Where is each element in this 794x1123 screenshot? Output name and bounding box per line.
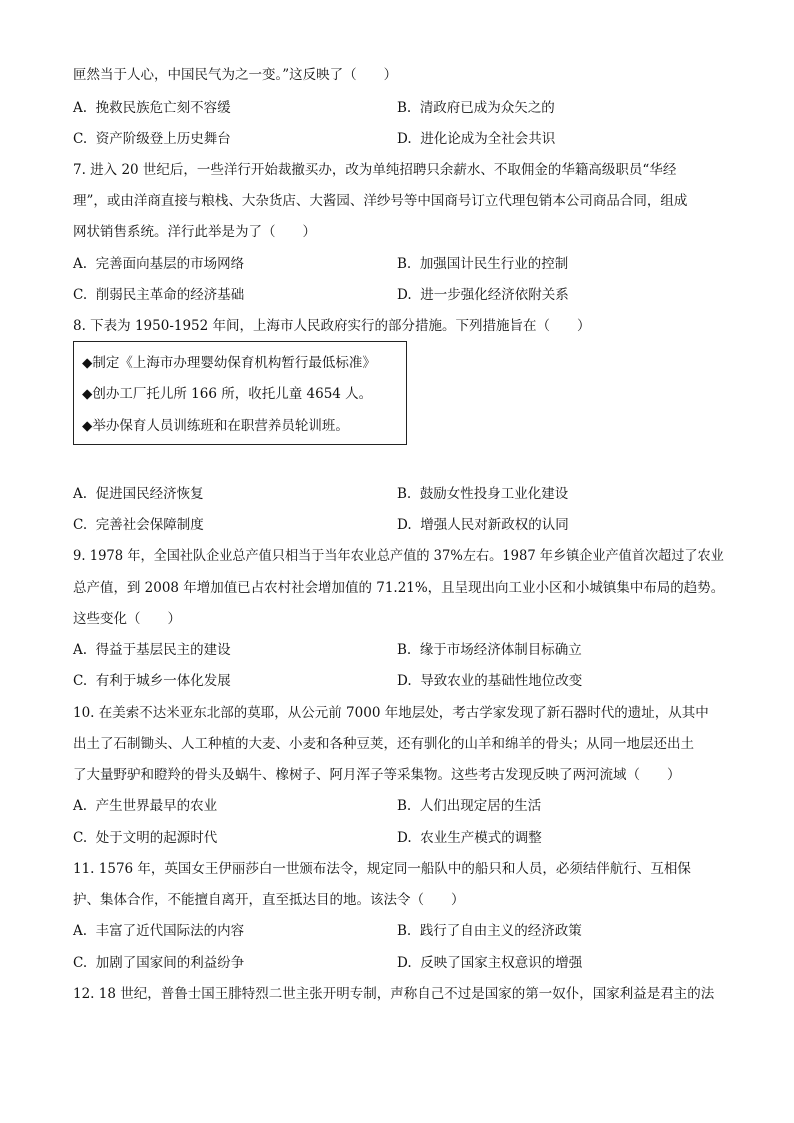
q8-measures-box — [73, 341, 407, 445]
q8-option-c[interactable]: C. 完善社会保障制度 — [73, 517, 204, 533]
q6-option-a[interactable]: A. 挽救民族危亡刻不容缓 — [73, 100, 231, 116]
q6-option-c[interactable]: C. 资产阶级登上历史舞台 — [73, 131, 231, 147]
q9-stem-line-1: 9. 1978 年，全国社队企业总产值只相当于当年农业总产值的 37%左右。1987 年乡镇企业产值首次超过了农业 — [73, 548, 724, 564]
q10-option-a[interactable]: A. 产生世界最早的农业 — [73, 798, 218, 814]
q8-option-b[interactable]: B. 鼓励女性投身工业化建设 — [397, 486, 569, 502]
q11-option-c[interactable]: C. 加剧了国家间的利益纷争 — [73, 955, 245, 971]
q8-measure-1: ◆制定《上海市办理婴幼保育机构暂行最低标准》 — [82, 355, 376, 371]
q8-measure-2: ◆创办工厂托儿所 166 所，收托儿童 4654 人。 — [82, 386, 373, 402]
q9-option-b[interactable]: B. 缘于市场经济体制目标确立 — [397, 642, 582, 658]
q9-stem-line-3: 这些变化（ ） — [73, 611, 181, 627]
q10-option-d[interactable]: D. 农业生产模式的调整 — [397, 830, 542, 846]
q7-stem-line-3: 网状销售系统。洋行此举是为了（ ） — [73, 224, 316, 240]
q11-stem-line-2: 护、集体合作，不能擅自离开，直至抵达目的地。该法令（ ） — [73, 892, 465, 908]
q8-option-a[interactable]: A. 促进国民经济恢复 — [73, 486, 204, 502]
q9-stem-line-2: 总产值，到 2008 年增加值已占农村社会增加值的 71.21%，且呈现出向工业小区和小城镇集中布局的趋势。 — [73, 580, 725, 596]
q12-stem-line-1: 12. 18 世纪，普鲁士国王腓特烈二世主张开明专制，声称自己不过是国家的第一奴仆，国家利益是君主的法 — [73, 986, 715, 1002]
q9-option-a[interactable]: A. 得益于基层民主的建设 — [73, 642, 231, 658]
q10-stem-line-2: 出土了石制锄头、人工种植的大麦、小麦和各种豆荚，还有驯化的山羊和绵羊的骨头；从同一地层还出土 — [73, 736, 694, 752]
q6-option-b[interactable]: B. 清政府已成为众矢之的 — [397, 100, 555, 116]
q11-option-d[interactable]: D. 反映了国家主权意识的增强 — [397, 955, 583, 971]
q7-option-c[interactable]: C. 削弱民主革命的经济基础 — [73, 287, 245, 303]
q11-stem-line-1: 11. 1576 年，英国女王伊丽莎白一世颁布法令，规定同一船队中的船只和人员，必须结伴航行、互相保 — [73, 861, 691, 877]
q7-option-d[interactable]: D. 进一步强化经济依附关系 — [397, 287, 569, 303]
q7-option-a[interactable]: A. 完善面向基层的市场网络 — [73, 256, 245, 272]
q11-option-a[interactable]: A. 丰富了近代国际法的内容 — [73, 923, 245, 939]
q9-option-d[interactable]: D. 导致农业的基础性地位改变 — [397, 673, 583, 689]
q8-stem: 8. 下表为 1950-1952 年间，上海市人民政府实行的部分措施。下列措施旨在（ ） — [73, 318, 591, 334]
q10-option-b[interactable]: B. 人们出现定居的生活 — [397, 798, 542, 814]
q10-stem-line-3: 了大量野驴和瞪羚的骨头及蜗牛、橡树子、阿月浑子等采集物。这些考古发现反映了两河流域（ ） — [73, 767, 681, 783]
q8-measure-3: ◆举办保育人员训练班和在职营养员轮训班。 — [82, 418, 349, 434]
q6-stem-tail: 匣然当于人心，中国民气为之一变。”这反映了（ ） — [73, 67, 398, 83]
q10-option-c[interactable]: C. 处于文明的起源时代 — [73, 830, 218, 846]
q11-option-b[interactable]: B. 践行了自由主义的经济政策 — [397, 923, 582, 939]
q8-option-d[interactable]: D. 增强人民对新政权的认同 — [397, 517, 569, 533]
q10-stem-line-1: 10. 在美索不达米亚东北部的莫耶，从公元前 7000 年地层处，考古学家发现了新石器时代的遗址，从其中 — [73, 705, 709, 721]
q7-stem-line-1: 7. 进入 20 世纪后，一些洋行开始裁撤买办，改为单纯招聘只余薪水、不取佣金的华籍高级职员“华经 — [73, 162, 677, 178]
q6-option-d[interactable]: D. 进化论成为全社会共识 — [397, 131, 556, 147]
q9-option-c[interactable]: C. 有利于城乡一体化发展 — [73, 673, 231, 689]
q7-stem-line-2: 理”，或由洋商直接与粮栈、大杂货店、大酱园、洋纱号等中国商号订立代理包销本公司商品合同，组成 — [73, 193, 688, 209]
q7-option-b[interactable]: B. 加强国计民生行业的控制 — [397, 256, 569, 272]
